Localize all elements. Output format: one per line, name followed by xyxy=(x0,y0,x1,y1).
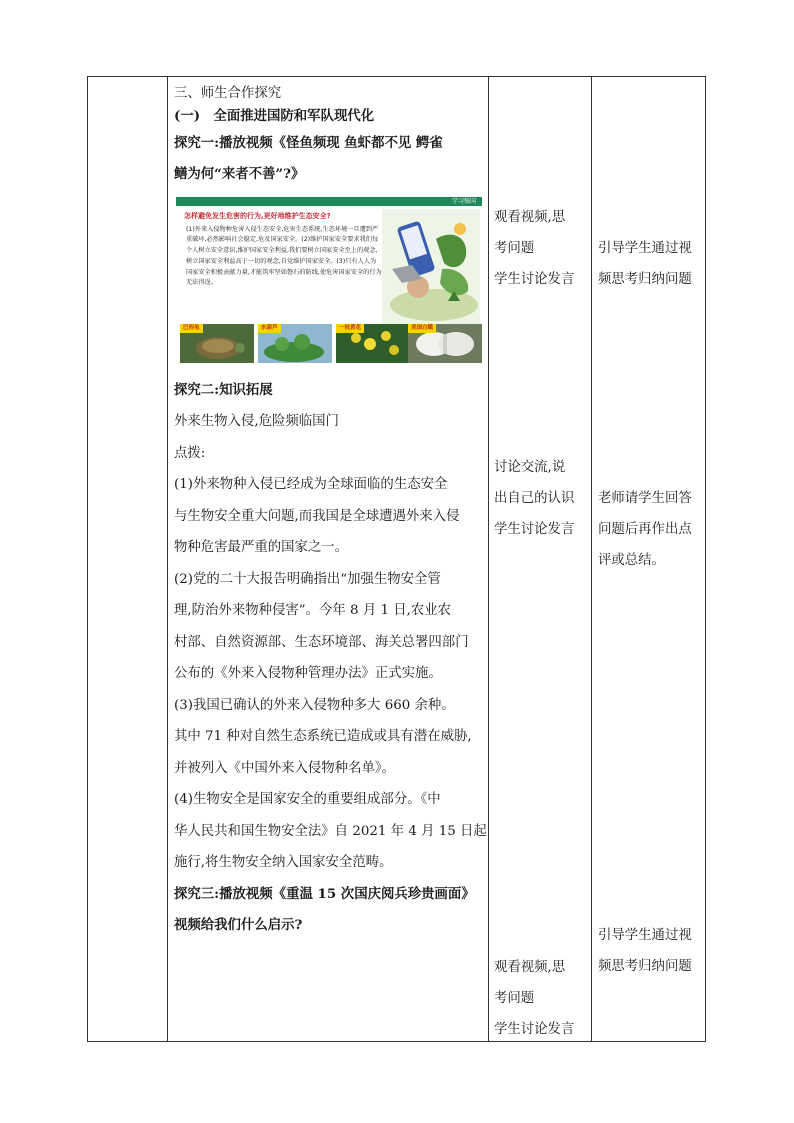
point1-line: (1)外来物种入侵已经成为全球面临的生态安全 xyxy=(174,477,448,492)
photo-tag: 一枝黄花 xyxy=(336,324,364,333)
photo-tag: 水葫芦 xyxy=(258,324,281,333)
brand-label: 学习强国 xyxy=(451,197,476,205)
point3-line: (3)我国已确认的外来入侵物种多大 660 余种。 xyxy=(174,697,455,713)
student-activity-line: 学生讨论发言 xyxy=(494,522,575,537)
student-activity-block-3 xyxy=(494,952,590,1045)
point1-line: 物种危害最严重的国家之一。 xyxy=(174,540,349,555)
student-activity-line: 观看视频,思 xyxy=(494,960,566,975)
slide-body-text: (1)外来入侵物种危害入侵生态安全,危害生态系统,生态环境一旦遭到严重破坏,必然影响社会稳定,危及国家安全。(2)维护国家安全要求我们每个人树立安全意识,维护国家安全利益,我们要树立国家安全至上的观念,树立国家安全利益高于一切的观念,自觉维护国家安全。(3)只有人人为国家安全积极贡献力量,才能筑牢坚如磐石的防线,使危害国家安全的行为无法得逞。 xyxy=(186,225,382,287)
explore3-line2: 视频给我们什么启示? xyxy=(174,917,303,933)
hint-label: 点拨: xyxy=(174,445,206,461)
student-activity-line: 出自己的认识 xyxy=(494,491,575,506)
design-intent-line: 老师请学生回答 xyxy=(598,491,692,506)
point3-line: 其中 71 种对自然生态系统已造成或具有潜在威胁, xyxy=(174,729,472,744)
photo-tag: 巴西龟 xyxy=(180,324,203,333)
section-heading: 三、师生合作探究 xyxy=(174,86,282,101)
point4-line: 华人民共和国生物安全法》自 2021 年 4 月 15 日起 xyxy=(174,823,487,839)
student-activity-line: 学生讨论发言 xyxy=(494,272,575,287)
design-intent-line: 频思考归纳问题 xyxy=(598,272,692,287)
point2-line: 村部、自然资源部、生态环境部、海关总署四部门 xyxy=(174,634,469,650)
explore2-heading: 探究二:知识拓展 xyxy=(174,381,273,398)
point2-line: 公布的《外来入侵物种管理办法》正式实施。 xyxy=(174,666,442,681)
explore3-line1: 探究三:播放视频《重温 15 次国庆阅兵珍贵画面》 xyxy=(174,885,475,902)
fall-webworm-photo xyxy=(408,324,482,363)
explore2-intro: 外来生物入侵,危险频临国门 xyxy=(174,414,339,429)
student-activity-block-2 xyxy=(494,452,590,545)
design-intent-block-2 xyxy=(598,483,704,576)
column-divider xyxy=(488,76,489,1042)
column-divider xyxy=(591,76,592,1042)
design-intent-line: 问题后再作出点 xyxy=(598,522,692,537)
slide-header-bar xyxy=(176,197,482,206)
student-activity-line: 观看视频,思 xyxy=(494,210,566,225)
column-divider xyxy=(167,76,168,1042)
explore1-line1: 探究一:播放视频《怪鱼频现 鱼虾都不见 鳄雀 xyxy=(174,134,443,151)
point1-line: 与生物安全重大问题,而我国是全球遭遇外来入侵 xyxy=(174,508,460,524)
point2-line: (2)党的二十大报告明确指出“加强生物安全管 xyxy=(174,571,441,587)
invasive-species-slide-image xyxy=(176,197,482,363)
design-intent-line: 引导学生通过视 xyxy=(598,928,692,943)
goldenrod-photo xyxy=(336,324,410,363)
student-activity-line: 讨论交流,说 xyxy=(494,460,566,475)
photo-tag: 美国白蛾 xyxy=(408,324,436,333)
invasive-species-cartoon xyxy=(382,209,480,327)
point4-line: 施行,将生物安全纳入国家安全范畴。 xyxy=(174,855,393,870)
point3-line: 并被列入《中国外来入侵物种名单》。 xyxy=(174,760,395,776)
student-activity-line: 考问题 xyxy=(494,241,535,256)
water-hyacinth-photo xyxy=(258,324,332,363)
point4-line: (4)生物安全是国家安全的重要组成部分。《中 xyxy=(174,792,441,807)
slide-title: 怎样避免发生危害的行为,更好地维护生态安全? xyxy=(184,211,331,220)
design-intent-line: 评或总结。 xyxy=(598,553,665,568)
design-intent-line: 频思考归纳问题 xyxy=(598,959,692,974)
teaching-content-column xyxy=(174,78,487,942)
student-activity-block-1 xyxy=(494,202,590,295)
student-activity-line: 考问题 xyxy=(494,991,535,1006)
subsection-heading: (一) 全面推进国防和军队现代化 xyxy=(174,107,375,124)
design-intent-block-3 xyxy=(598,920,704,982)
design-intent-line: 引导学生通过视 xyxy=(598,241,692,256)
red-eared-slider-photo xyxy=(180,324,254,363)
point2-line: 理,防治外来物种侵害”。今年 8 月 1 日,农业农 xyxy=(174,603,452,618)
student-activity-line: 学生讨论发言 xyxy=(494,1022,575,1037)
explore1-line2: 鳝为何“来者不善”?》 xyxy=(174,166,305,182)
design-intent-block-1 xyxy=(598,233,704,295)
